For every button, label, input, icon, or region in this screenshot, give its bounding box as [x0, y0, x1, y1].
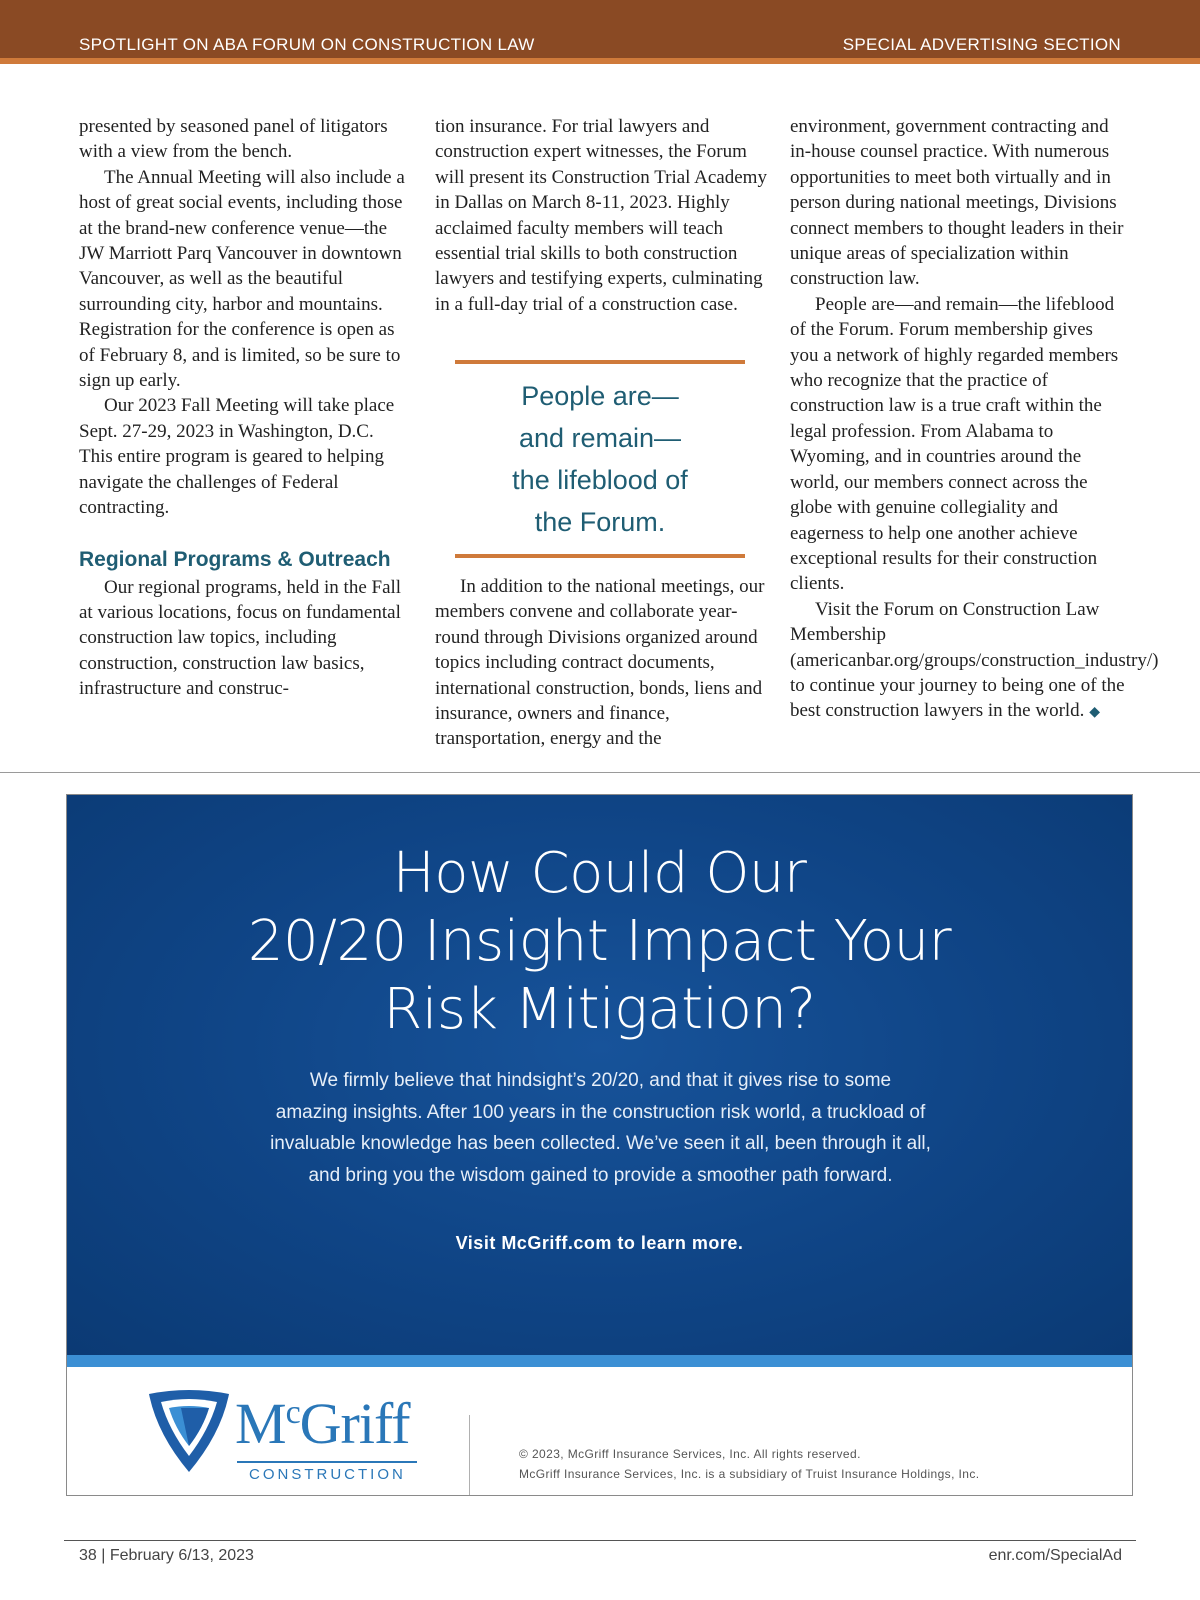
ad-body-text [217, 1065, 984, 1191]
paragraph [790, 597, 1159, 726]
ad-accent-stripe [67, 1355, 1132, 1367]
paragraph: environment, government contracting and in-house counsel practice. With numerous opportunities to meet both virtually and in person during national meetings, Divisions connect members to thought leaders in their unique areas of specialization within construction law. [790, 116, 1124, 290]
ad-headline [67, 840, 1132, 1044]
logo-underline [237, 1461, 417, 1463]
paragraph: The Annual Meeting will also include a host of great social events, including those at the brand-new conference venue—the JW Marriott Parq Vancouver in downtown Vancouver, as well as the beautiful surrounding city, harbor and mountains. Registration for the conference is open as of February 8, and is limited, so be sure to sign up early. [79, 166, 405, 392]
article-column-1 [79, 114, 409, 702]
paragraph: Our 2023 Fall Meeting will take place Sept. 27-29, 2023 in Washington, D.C. This entire program is geared to helping navigate the challenges of Federal contracting. [79, 395, 395, 519]
advertisement [66, 794, 1133, 1496]
ad-body-line: invaluable knowledge has been collected. We’ve seen it all, been through it all, [270, 1133, 931, 1154]
header-band [0, 0, 1200, 64]
footer-url[interactable]: enr.com/SpecialAd [988, 1547, 1122, 1564]
ad-headline-line: 20/20 Insight Impact Your [247, 909, 952, 974]
ad-body-line: and bring you the wisdom gained to provide a smoother path forward. [308, 1164, 893, 1186]
ad-legal-text [519, 1444, 979, 1484]
legal-line: © 2023, McGriff Insurance Services, Inc. All rights reserved. [519, 1447, 861, 1461]
paragraph: Our regional programs, held in the Fall at various locations, focus on fundamental construction law topics, including construction, construction law basics, infrastructure and construc- [79, 576, 402, 700]
section-title: SPOTLIGHT ON ABA FORUM ON CONSTRUCTION LAW [79, 35, 535, 54]
article-column-3 [790, 114, 1159, 726]
pull-quote-text: People are— and remain— the lifeblood of the Forum. [512, 381, 688, 537]
legal-line: McGriff Insurance Services, Inc. is a subsidiary of Truist Insurance Holdings, Inc. [519, 1467, 980, 1481]
header-accent-rule [0, 58, 1200, 64]
article-column-2 [435, 114, 767, 317]
logo-letters: Griff [299, 1391, 410, 1456]
end-mark-icon: ◆ [1089, 705, 1100, 721]
ad-body-line: We firmly believe that hindsight’s 20/20, and that it gives rise to some [309, 1070, 892, 1091]
logo-superscript: c [285, 1394, 300, 1431]
shield-logo-icon [147, 1390, 231, 1474]
ad-vertical-divider [469, 1415, 470, 1495]
ad-headline-line: How Could Our [392, 841, 807, 906]
ad-hero-panel [67, 795, 1132, 1355]
subheading: Regional Programs & Outreach [79, 547, 391, 571]
article-column-2-continued [435, 574, 767, 752]
paragraph: tion insurance. For trial lawyers and construction expert witnesses, the Forum will present its Construction Trial Academy in Dallas on March 8-11, 2023. Highly acclaimed faculty members will teach essential trial skills to both construction lawyers and testifying experts, culminating in a full-day trial of a construction case. [435, 116, 767, 315]
section-divider [0, 772, 1200, 773]
pull-quote [455, 360, 745, 558]
ad-body-line: amazing insights. After 100 years in the construction risk world, a truckload of [275, 1101, 926, 1123]
paragraph: In addition to the national meetings, our members convene and collaborate year-round through Divisions organized around topics including contract documents, international construction, bonds, liens and insurance, owners and finance, transportation, energy and the [435, 576, 765, 750]
section-label: SPECIAL ADVERTISING SECTION [842, 35, 1121, 54]
paragraph: presented by seasoned panel of litigators with a view from the bench. [79, 116, 388, 163]
paragraph: People are—and remain—the lifeblood of the Forum. Forum membership gives you a network of highly regarded members who recognize that the practice of construction law is a true craft within the legal profession. From Alabama to Wyoming, and in countries around the world, our members connect across the globe with genuine collegiality and eagerness to help one another achieve exceptional results for their construction clients. [790, 293, 1119, 595]
logo-letter: M [235, 1391, 286, 1456]
footer-rule [64, 1540, 1136, 1541]
logo-wordmark [235, 1390, 410, 1457]
logo-subtitle: CONSTRUCTION [249, 1466, 406, 1483]
page-number-date: 38 | February 6/13, 2023 [79, 1547, 254, 1564]
membership-link-text: Visit the Forum on Construction Law Membership (americanbar.org/groups/construction_industry/) to continue your journey to being one of the best construction lawyers in the world. [790, 598, 1159, 722]
mcgriff-logo [147, 1390, 437, 1485]
ad-call-to-action[interactable]: Visit McGriff.com to learn more. [455, 1233, 744, 1253]
ad-headline-line: Risk Mitigation? [383, 977, 816, 1042]
